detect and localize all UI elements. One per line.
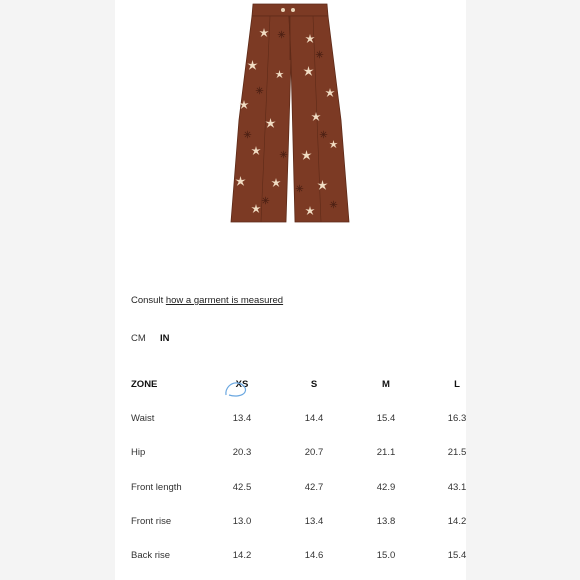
zone-header: ZONE xyxy=(131,379,158,390)
row-label-front-length: Front length xyxy=(131,482,182,493)
row-label-back-rise: Back rise xyxy=(131,550,171,561)
cell-hip-m: 21.1 xyxy=(376,447,396,458)
measure-note-prefix: Consult xyxy=(131,295,166,306)
measure-note xyxy=(131,295,283,306)
cell-front-rise-l: 14.2 xyxy=(447,516,467,527)
touch-indicator-icon xyxy=(223,379,249,399)
cell-waist-m: 15.4 xyxy=(376,413,396,424)
size-header-xs: XS xyxy=(235,379,249,390)
cell-back-rise-l: 15.4 xyxy=(447,550,467,561)
how-measured-link[interactable]: how a garment is measured xyxy=(165,295,284,306)
cell-back-rise-s: 14.6 xyxy=(304,550,324,561)
cell-waist-l: 16.3 xyxy=(447,413,467,424)
size-header-l: L xyxy=(454,379,460,390)
cell-hip-l: 21.5 xyxy=(447,447,467,458)
cell-waist-s: 14.4 xyxy=(304,413,324,424)
cell-front-rise-s: 13.4 xyxy=(304,516,324,527)
cell-hip-s: 20.7 xyxy=(304,447,324,458)
cell-hip-xs: 20.3 xyxy=(232,447,252,458)
unit-toggle-in[interactable]: IN xyxy=(160,333,170,344)
cell-front-length-s: 42.7 xyxy=(304,482,324,493)
cell-front-rise-m: 13.8 xyxy=(376,516,396,527)
cell-front-length-m: 42.9 xyxy=(376,482,396,493)
cell-back-rise-m: 15.0 xyxy=(376,550,396,561)
cell-back-rise-xs: 14.2 xyxy=(232,550,252,561)
cell-waist-xs: 13.4 xyxy=(232,413,252,424)
unit-toggle-cm[interactable]: CM xyxy=(131,333,146,344)
cell-front-length-xs: 42.5 xyxy=(232,482,252,493)
cell-front-rise-xs: 13.0 xyxy=(232,516,252,527)
size-header-s: S xyxy=(310,379,318,390)
size-header-m: M xyxy=(382,379,390,390)
product-image xyxy=(225,0,355,226)
row-label-waist: Waist xyxy=(131,413,155,424)
row-label-hip: Hip xyxy=(131,447,146,458)
cell-front-length-l: 43.1 xyxy=(447,482,467,493)
row-label-front-rise: Front rise xyxy=(131,516,172,527)
